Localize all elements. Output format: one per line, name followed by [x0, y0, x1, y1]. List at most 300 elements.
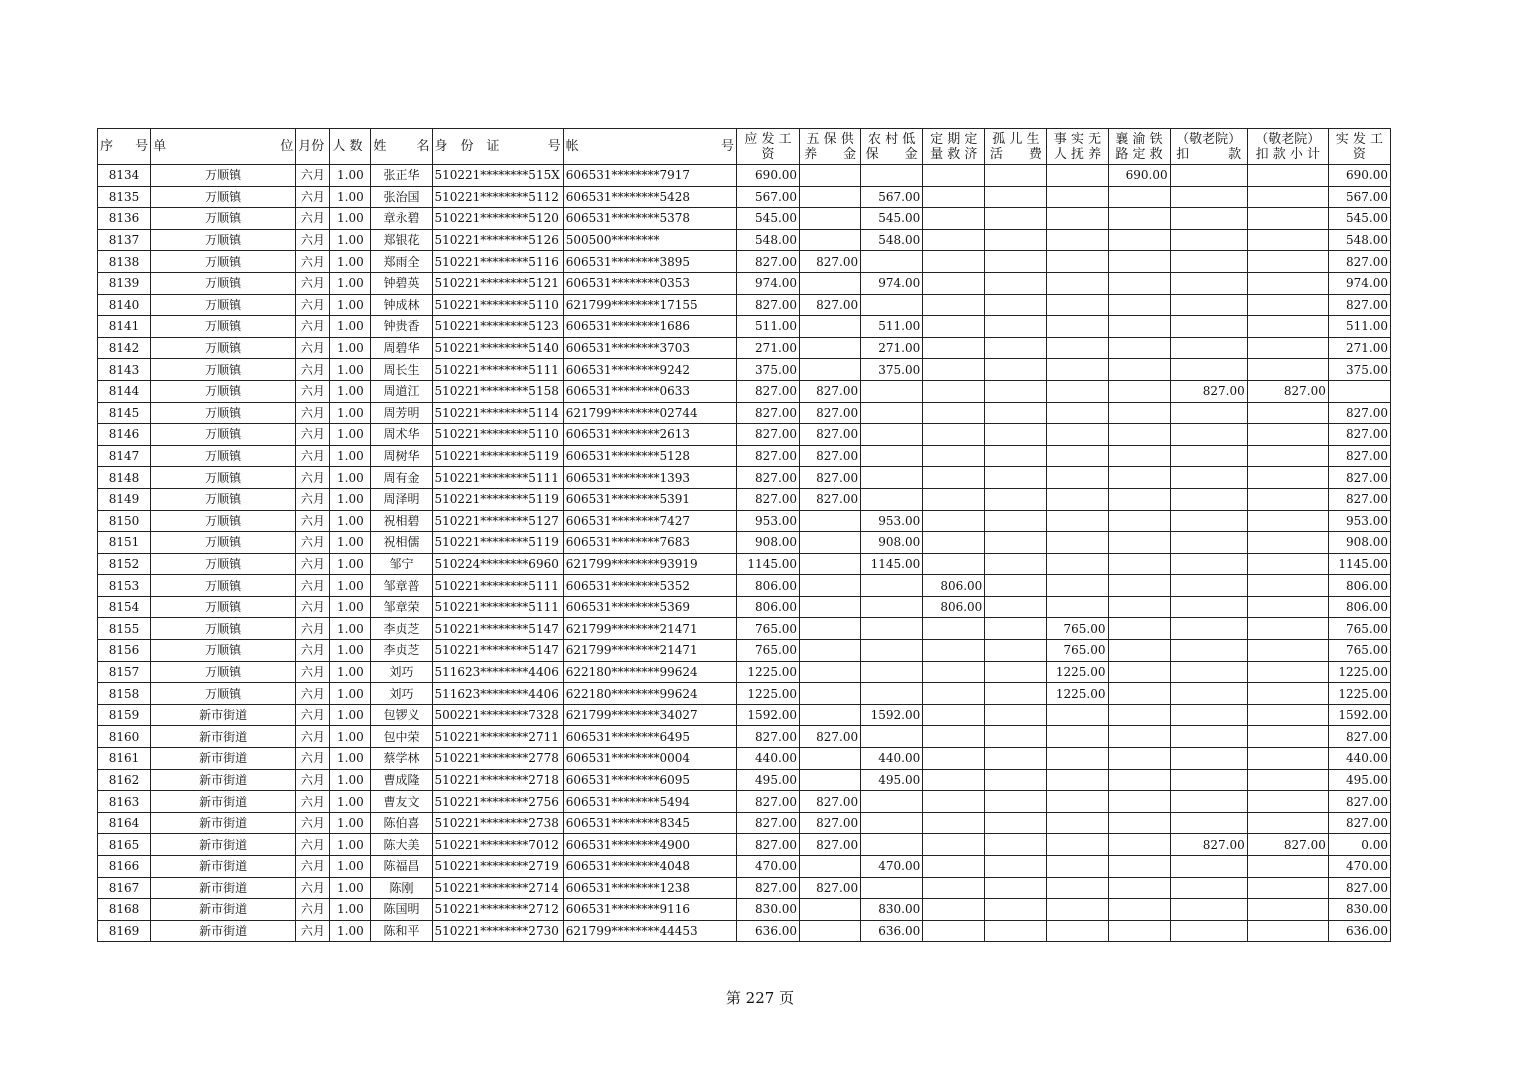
- cell-dingliang: [923, 316, 985, 338]
- cell-dibao: 548.00: [861, 229, 923, 251]
- cell-name: 陈福昌: [371, 856, 432, 878]
- cell-dibao: 830.00: [861, 899, 923, 921]
- cell-wubao: [800, 510, 861, 532]
- cell-xiangyu: [1108, 618, 1170, 640]
- table-row: [98, 380, 1391, 402]
- cell-month: 六月: [296, 208, 330, 230]
- cell-dibao: [861, 618, 923, 640]
- cell-wubao: [800, 920, 861, 942]
- header-count: [330, 129, 371, 165]
- cell-gross: 375.00: [736, 359, 799, 381]
- header-label: 事 实 无: [1053, 131, 1102, 147]
- cell-count: 1.00: [330, 596, 371, 618]
- cell-unit: 万顺镇: [151, 596, 296, 618]
- cell-gross: 1225.00: [736, 683, 799, 705]
- header-label-line2: 养 金: [804, 146, 857, 162]
- cell-month: 六月: [296, 920, 330, 942]
- cell-gross: 827.00: [736, 402, 799, 424]
- cell-month: 六月: [296, 294, 330, 316]
- cell-dingliang: [923, 726, 985, 748]
- cell-seq: 8162: [98, 769, 151, 791]
- table-row: [98, 316, 1391, 338]
- cell-kouxiaoji: [1247, 445, 1328, 467]
- cell-seq: 8168: [98, 899, 151, 921]
- cell-idno: 510224********6960: [432, 553, 563, 575]
- cell-guer: [985, 229, 1047, 251]
- cell-gross: 827.00: [736, 834, 799, 856]
- cell-koukuan: [1170, 359, 1247, 381]
- cell-month: 六月: [296, 791, 330, 813]
- cell-acct: 621799********02744: [563, 402, 736, 424]
- cell-name: 邹章普: [371, 575, 432, 597]
- cell-wubao: [800, 856, 861, 878]
- header-label-end: 位: [280, 139, 294, 154]
- cell-guer: [985, 834, 1047, 856]
- cell-dibao: [861, 445, 923, 467]
- cell-idno: 510221********5111: [432, 596, 563, 618]
- cell-koukuan: [1170, 618, 1247, 640]
- cell-kouxiaoji: [1247, 920, 1328, 942]
- table-row: [98, 294, 1391, 316]
- cell-count: 1.00: [330, 402, 371, 424]
- cell-wubao: [800, 316, 861, 338]
- cell-xiangyu: [1108, 532, 1170, 554]
- cell-gross: 690.00: [736, 165, 799, 187]
- cell-koukuan: [1170, 445, 1247, 467]
- cell-month: 六月: [296, 726, 330, 748]
- table-row: [98, 618, 1391, 640]
- table-row: [98, 208, 1391, 230]
- cell-name: 李贞芝: [371, 618, 432, 640]
- cell-unit: 新市街道: [151, 748, 296, 770]
- cell-idno: 510221********5112: [432, 186, 563, 208]
- cell-acct: 621799********17155: [563, 294, 736, 316]
- cell-acct: 621799********21471: [563, 618, 736, 640]
- cell-net: 827.00: [1328, 445, 1390, 467]
- cell-dibao: [861, 294, 923, 316]
- cell-kouxiaoji: [1247, 856, 1328, 878]
- cell-name: 钟贵香: [371, 316, 432, 338]
- cell-count: 1.00: [330, 834, 371, 856]
- header-label: 人 数: [332, 139, 363, 154]
- cell-guer: [985, 402, 1047, 424]
- table-row: [98, 748, 1391, 770]
- cell-koukuan: [1170, 424, 1247, 446]
- cell-name: 周碧华: [371, 337, 432, 359]
- cell-wubao: [800, 553, 861, 575]
- cell-dingliang: [923, 272, 985, 294]
- cell-guer: [985, 575, 1047, 597]
- cell-seq: 8158: [98, 683, 151, 705]
- cell-dibao: 974.00: [861, 272, 923, 294]
- cell-unit: 万顺镇: [151, 424, 296, 446]
- cell-guer: [985, 748, 1047, 770]
- cell-xiangyu: [1108, 380, 1170, 402]
- cell-dingliang: [923, 208, 985, 230]
- cell-acct: 606531********1686: [563, 316, 736, 338]
- cell-seq: 8145: [98, 402, 151, 424]
- cell-gross: 511.00: [736, 316, 799, 338]
- cell-month: 六月: [296, 186, 330, 208]
- cell-guer: [985, 510, 1047, 532]
- cell-gross: 827.00: [736, 380, 799, 402]
- cell-xiangyu: [1108, 769, 1170, 791]
- cell-guer: [985, 165, 1047, 187]
- cell-idno: 510221********2712: [432, 899, 563, 921]
- table-row: [98, 877, 1391, 899]
- cell-name: 周术华: [371, 424, 432, 446]
- cell-dingliang: [923, 380, 985, 402]
- cell-seq: 8169: [98, 920, 151, 942]
- cell-kouxiaoji: 827.00: [1247, 380, 1328, 402]
- cell-seq: 8157: [98, 661, 151, 683]
- cell-koukuan: [1170, 877, 1247, 899]
- cell-kouxiaoji: [1247, 748, 1328, 770]
- cell-dingliang: [923, 402, 985, 424]
- table-row: [98, 640, 1391, 662]
- cell-gross: 974.00: [736, 272, 799, 294]
- cell-dingliang: [923, 229, 985, 251]
- cell-seq: 8165: [98, 834, 151, 856]
- cell-unit: 新市街道: [151, 726, 296, 748]
- cell-gross: 495.00: [736, 769, 799, 791]
- cell-acct: 606531********0004: [563, 748, 736, 770]
- header-label-line2: 扣 款 小 计: [1255, 146, 1320, 162]
- cell-acct: 621799********21471: [563, 640, 736, 662]
- cell-kouxiaoji: [1247, 683, 1328, 705]
- cell-shishi: [1047, 186, 1108, 208]
- header-label: 襄 渝 铁: [1115, 131, 1163, 147]
- cell-unit: 新市街道: [151, 899, 296, 921]
- cell-count: 1.00: [330, 661, 371, 683]
- cell-wubao: 827.00: [800, 251, 861, 273]
- cell-net: 765.00: [1328, 618, 1390, 640]
- cell-guer: [985, 380, 1047, 402]
- cell-xiangyu: [1108, 834, 1170, 856]
- cell-xiangyu: [1108, 251, 1170, 273]
- header-label-line2: 保 金: [865, 146, 918, 162]
- cell-acct: 606531********0353: [563, 272, 736, 294]
- table-row: [98, 165, 1391, 187]
- cell-shishi: [1047, 208, 1108, 230]
- table-row: [98, 856, 1391, 878]
- cell-count: 1.00: [330, 510, 371, 532]
- cell-koukuan: 827.00: [1170, 380, 1247, 402]
- cell-guer: [985, 445, 1047, 467]
- cell-acct: 606531********3703: [563, 337, 736, 359]
- cell-gross: 765.00: [736, 640, 799, 662]
- table-row: [98, 704, 1391, 726]
- cell-unit: 万顺镇: [151, 445, 296, 467]
- cell-shishi: [1047, 510, 1108, 532]
- cell-acct: 606531********7427: [563, 510, 736, 532]
- cell-net: 806.00: [1328, 575, 1390, 597]
- cell-name: 章永碧: [371, 208, 432, 230]
- table-row: [98, 683, 1391, 705]
- cell-count: 1.00: [330, 229, 371, 251]
- cell-shishi: [1047, 467, 1108, 489]
- table-row: [98, 553, 1391, 575]
- cell-gross: 953.00: [736, 510, 799, 532]
- cell-unit: 新市街道: [151, 812, 296, 834]
- table-row: [98, 186, 1391, 208]
- cell-dingliang: [923, 294, 985, 316]
- header-label: 孤 儿 生: [992, 131, 1040, 147]
- cell-dibao: 636.00: [861, 920, 923, 942]
- cell-unit: 万顺镇: [151, 316, 296, 338]
- cell-gross: 806.00: [736, 575, 799, 597]
- cell-kouxiaoji: [1247, 661, 1328, 683]
- cell-month: 六月: [296, 899, 330, 921]
- cell-seq: 8135: [98, 186, 151, 208]
- cell-gross: 1225.00: [736, 661, 799, 683]
- cell-seq: 8156: [98, 640, 151, 662]
- cell-name: 钟碧英: [371, 272, 432, 294]
- page-number: 第 227 页: [725, 989, 795, 1007]
- cell-guer: [985, 316, 1047, 338]
- cell-name: 陈刚: [371, 877, 432, 899]
- header-label: （敬老院）: [1255, 131, 1321, 147]
- cell-guer: [985, 812, 1047, 834]
- cell-count: 1.00: [330, 532, 371, 554]
- cell-gross: 765.00: [736, 618, 799, 640]
- cell-dingliang: 806.00: [923, 596, 985, 618]
- cell-net: 765.00: [1328, 640, 1390, 662]
- table-row: [98, 899, 1391, 921]
- cell-acct: 606531********8345: [563, 812, 736, 834]
- cell-gross: 830.00: [736, 899, 799, 921]
- cell-dibao: [861, 467, 923, 489]
- cell-guer: [985, 251, 1047, 273]
- cell-month: 六月: [296, 596, 330, 618]
- cell-xiangyu: [1108, 359, 1170, 381]
- cell-gross: 806.00: [736, 596, 799, 618]
- cell-net: 974.00: [1328, 272, 1390, 294]
- cell-name: 祝相儒: [371, 532, 432, 554]
- cell-count: 1.00: [330, 856, 371, 878]
- header-label-end: 号: [135, 139, 149, 154]
- cell-net: 827.00: [1328, 488, 1390, 510]
- cell-dingliang: [923, 618, 985, 640]
- cell-wubao: [800, 208, 861, 230]
- cell-kouxiaoji: [1247, 424, 1328, 446]
- cell-idno: 510221********5158: [432, 380, 563, 402]
- cell-unit: 万顺镇: [151, 402, 296, 424]
- cell-wubao: [800, 769, 861, 791]
- cell-wubao: 827.00: [800, 791, 861, 813]
- cell-shishi: [1047, 229, 1108, 251]
- cell-dingliang: [923, 812, 985, 834]
- header-acct: [563, 129, 736, 165]
- cell-dibao: [861, 640, 923, 662]
- cell-name: 李贞芝: [371, 640, 432, 662]
- cell-count: 1.00: [330, 272, 371, 294]
- cell-idno: 510221********5140: [432, 337, 563, 359]
- cell-shishi: [1047, 402, 1108, 424]
- cell-kouxiaoji: [1247, 229, 1328, 251]
- cell-count: 1.00: [330, 380, 371, 402]
- cell-kouxiaoji: [1247, 618, 1328, 640]
- header-label-line2: 资: [1352, 146, 1366, 162]
- cell-shishi: [1047, 812, 1108, 834]
- cell-name: 邹章荣: [371, 596, 432, 618]
- cell-idno: 510221********5111: [432, 467, 563, 489]
- cell-xiangyu: [1108, 899, 1170, 921]
- cell-gross: 271.00: [736, 337, 799, 359]
- cell-dibao: 470.00: [861, 856, 923, 878]
- cell-idno: 510221********2778: [432, 748, 563, 770]
- cell-gross: 470.00: [736, 856, 799, 878]
- cell-xiangyu: [1108, 661, 1170, 683]
- cell-seq: 8152: [98, 553, 151, 575]
- cell-xiangyu: [1108, 424, 1170, 446]
- cell-unit: 新市街道: [151, 791, 296, 813]
- cell-seq: 8144: [98, 380, 151, 402]
- cell-dingliang: [923, 467, 985, 489]
- cell-dingliang: [923, 337, 985, 359]
- cell-idno: 510221********2718: [432, 769, 563, 791]
- cell-gross: 827.00: [736, 445, 799, 467]
- cell-net: 827.00: [1328, 791, 1390, 813]
- cell-kouxiaoji: [1247, 596, 1328, 618]
- cell-acct: 622180********99624: [563, 683, 736, 705]
- cell-acct: 621799********34027: [563, 704, 736, 726]
- cell-dibao: [861, 380, 923, 402]
- cell-count: 1.00: [330, 488, 371, 510]
- table-row: [98, 661, 1391, 683]
- cell-wubao: [800, 596, 861, 618]
- cell-koukuan: [1170, 661, 1247, 683]
- cell-koukuan: [1170, 294, 1247, 316]
- cell-dingliang: [923, 510, 985, 532]
- cell-unit: 万顺镇: [151, 272, 296, 294]
- cell-net: 545.00: [1328, 208, 1390, 230]
- cell-name: 周芳明: [371, 402, 432, 424]
- cell-net: 1145.00: [1328, 553, 1390, 575]
- cell-seq: 8167: [98, 877, 151, 899]
- cell-seq: 8141: [98, 316, 151, 338]
- cell-shishi: [1047, 165, 1108, 187]
- cell-count: 1.00: [330, 726, 371, 748]
- cell-unit: 万顺镇: [151, 683, 296, 705]
- cell-name: 周泽明: [371, 488, 432, 510]
- cell-shishi: [1047, 553, 1108, 575]
- cell-xiangyu: [1108, 596, 1170, 618]
- cell-idno: 510221********5110: [432, 424, 563, 446]
- cell-seq: 8154: [98, 596, 151, 618]
- header-idno: [432, 129, 563, 165]
- cell-xiangyu: [1108, 553, 1170, 575]
- cell-shishi: [1047, 359, 1108, 381]
- header-label: 月份: [298, 139, 325, 154]
- cell-dibao: [861, 812, 923, 834]
- cell-name: 张治国: [371, 186, 432, 208]
- header-month: [296, 129, 330, 165]
- cell-count: 1.00: [330, 208, 371, 230]
- cell-name: 陈国明: [371, 899, 432, 921]
- cell-month: 六月: [296, 488, 330, 510]
- cell-dingliang: [923, 704, 985, 726]
- cell-count: 1.00: [330, 337, 371, 359]
- cell-guer: [985, 791, 1047, 813]
- cell-shishi: [1047, 316, 1108, 338]
- cell-kouxiaoji: [1247, 186, 1328, 208]
- cell-guer: [985, 899, 1047, 921]
- table-row: [98, 769, 1391, 791]
- cell-dibao: 495.00: [861, 769, 923, 791]
- header-label: 身 份 证: [434, 139, 500, 154]
- cell-dibao: 511.00: [861, 316, 923, 338]
- cell-dingliang: [923, 748, 985, 770]
- cell-dibao: 1145.00: [861, 553, 923, 575]
- cell-month: 六月: [296, 812, 330, 834]
- cell-seq: 8149: [98, 488, 151, 510]
- cell-idno: 510221********5119: [432, 445, 563, 467]
- header-guer: [985, 129, 1047, 165]
- cell-gross: 1145.00: [736, 553, 799, 575]
- cell-gross: 827.00: [736, 726, 799, 748]
- cell-net: 495.00: [1328, 769, 1390, 791]
- cell-gross: 827.00: [736, 877, 799, 899]
- cell-dingliang: [923, 769, 985, 791]
- cell-net: 827.00: [1328, 294, 1390, 316]
- cell-dingliang: [923, 488, 985, 510]
- cell-xiangyu: [1108, 812, 1170, 834]
- cell-guer: [985, 359, 1047, 381]
- cell-net: 636.00: [1328, 920, 1390, 942]
- cell-kouxiaoji: [1247, 165, 1328, 187]
- cell-koukuan: [1170, 532, 1247, 554]
- cell-unit: 万顺镇: [151, 532, 296, 554]
- cell-acct: 622180********99624: [563, 661, 736, 683]
- cell-gross: 545.00: [736, 208, 799, 230]
- cell-xiangyu: [1108, 640, 1170, 662]
- cell-xiangyu: [1108, 877, 1170, 899]
- cell-idno: 510221********2719: [432, 856, 563, 878]
- cell-shishi: [1047, 575, 1108, 597]
- cell-gross: 827.00: [736, 791, 799, 813]
- cell-xiangyu: [1108, 208, 1170, 230]
- cell-unit: 新市街道: [151, 834, 296, 856]
- cell-dibao: 375.00: [861, 359, 923, 381]
- cell-koukuan: [1170, 553, 1247, 575]
- cell-xiangyu: [1108, 791, 1170, 813]
- table-body: [98, 165, 1391, 942]
- cell-shishi: [1047, 424, 1108, 446]
- cell-count: 1.00: [330, 294, 371, 316]
- cell-dingliang: [923, 359, 985, 381]
- cell-gross: 1592.00: [736, 704, 799, 726]
- cell-seq: 8137: [98, 229, 151, 251]
- cell-month: 六月: [296, 877, 330, 899]
- cell-shishi: [1047, 899, 1108, 921]
- header-dingliang: [923, 129, 985, 165]
- table-row: [98, 532, 1391, 554]
- cell-guer: [985, 467, 1047, 489]
- cell-guer: [985, 920, 1047, 942]
- header-label-line2: 扣 款: [1176, 146, 1242, 162]
- cell-kouxiaoji: [1247, 812, 1328, 834]
- cell-count: 1.00: [330, 467, 371, 489]
- cell-idno: 510221********5114: [432, 402, 563, 424]
- header-label: 姓: [373, 139, 387, 154]
- cell-dingliang: [923, 834, 985, 856]
- cell-unit: 新市街道: [151, 856, 296, 878]
- cell-idno: 510221********5147: [432, 640, 563, 662]
- cell-kouxiaoji: [1247, 316, 1328, 338]
- cell-idno: 510221********5121: [432, 272, 563, 294]
- cell-acct: 606531********3895: [563, 251, 736, 273]
